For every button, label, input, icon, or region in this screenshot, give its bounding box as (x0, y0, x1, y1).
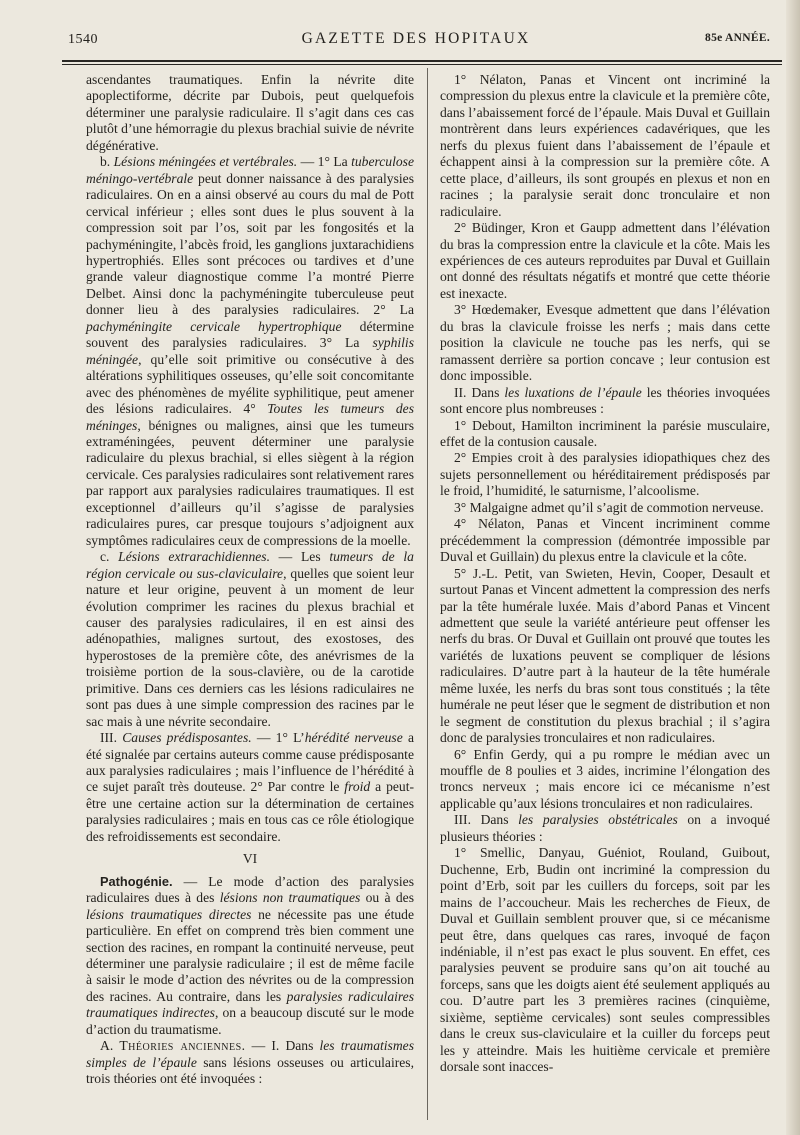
paragraph: 1° Debout, Hamilton incriminent la parésie musculaire, effet de la contusion causale. (440, 417, 770, 449)
italic-term: les paralysies obstétricales (518, 812, 678, 828)
paragraph (86, 874, 414, 1039)
italic-term: syphilis méningée (86, 335, 414, 367)
subheading-italic: Lésions méningées et vertébrales. (113, 154, 298, 170)
italic-term: Toutes les tumeurs des méninges (86, 401, 414, 433)
header-rule-thick (62, 60, 782, 62)
year-label: 85e ANNÉE. (705, 32, 770, 44)
italic-term: les traumatismes simples de l’épaule (86, 1038, 414, 1070)
text-run: les théories invoquées sont encore plus nombreuses : (440, 384, 770, 417)
text-run: — 1° L’ (251, 730, 305, 746)
paragraph (86, 549, 414, 730)
paragraph: 6° Enfin Gerdy, qui a pu rompre le médian avec un mouffle de 8 poulies et 3 aides, incrimine l’élongation des troncs nerveux ; mais encore ici ce mécanisme n’est applicable qu’aux lésions tronculaires et non radiculaires. (440, 746, 770, 811)
paragraph: 1° Smellic, Danyau, Guéniot, Rouland, Guibout, Duchenne, Erb, Budin ont incriminé la compression du point d’Erb, soit par les cuillers du forceps, soit par les mains de l’accoucheur. Mais les recherches de Fieux, de Duval et Guillain semblent prouver que, si ce mécanisme peut être, dans quelques cas rares, invoqué de façon indéniable, il n’est pas exact le plus souvent. En effet, ces paralysies peuvent se produire sans qu’on ait touché au forceps, sans que les doigts aient été seulement appliqués au cou. D’autre part les 3 premières racines (cinquième, sixième, septième cervicales) sont seules compressibles dans le creux sus-claviculaire et la cuiller du forceps peut les y atteindre. Mais les huitième cervicale et première dorsale sont inacces- (440, 845, 770, 1075)
italic-term: paralysies radiculaires traumatiques indirectes (86, 988, 414, 1021)
paragraph (440, 812, 770, 845)
subheading-italic: Lésions extrarachidiennes. (118, 549, 270, 565)
text-run: A. (100, 1038, 120, 1054)
paragraph: 2° Büdinger, Kron et Gaupp admettent dans l’élévation du bras la compression entre la clavicule et la côte. Mais les expériences de ces auteurs reproduites par Duval et Guillain ont donné des résultats négatifs et montré que cette théorie est inexacte. (440, 220, 770, 301)
paragraph: ascendantes traumatiques. Enfin la névrite dite apoplectiforme, décrite par Dubois, peut quelquefois déterminer une paralysie radiculaire. Il s’agit dans ces cas plutôt d’une hémorragie du plexus brachial suivie de névrite dégénérative. (86, 72, 414, 153)
running-head (62, 30, 770, 52)
text-run: , qu’elle soit primitive ou consécutive à des altérations syphilitiques osseuses, qu’elle soit concomitante avec des phénomènes de myélite syphilitique, peut amener des lésions radiculaires. 4° (86, 351, 414, 417)
text-run: III. (100, 730, 123, 746)
text-run: a peut-être une certaine action sur la détermination de certaines paralysies radiculaires ; mais en tous cas ce rôle étiologique des refroidissements est secondaire. (86, 779, 415, 844)
section-heading: Pathogénie. (100, 873, 173, 889)
header-rule-thin (62, 64, 782, 65)
paragraph: 2° Empies croit à des paralysies idiopathiques chez des sujets personnellement ou héréditairement prédisposés par le froid, l’humidité, le saturnisme, l’alcoolisme. (440, 450, 770, 499)
text-run: , bénignes ou malignes, ainsi que les tumeurs extraméningées, peuvent déterminer une paralysie radiculaire du plexus brachial, si elles siègent à la région cervicale. Ces paralysies radiculaires sont relativement rares par rapport aux paralysies radiculaires traumatiques. Il est exceptionnel d’ailleurs qu’il s’agisse de paralysies radiculaires pures, car presque toujours s’adjoignent aux symptômes radiculaires ceux de compressions de la moelle. (86, 417, 414, 548)
page-edge-shadow (786, 0, 800, 1135)
right-column (440, 72, 770, 1076)
text-run: — I. Dans (245, 1038, 320, 1054)
text-run: II. Dans (454, 384, 505, 400)
text-run: peut donner naissance à des paralysies radiculaires. On en a ainsi observé au cours du mal de Pott cervical inférieur ; elles sont dues le plus souvent à la compression soit par l’os, soit par les fongosités et la pachyméningite, l’abcès froid, les ganglions juxtarachidiens hypertrophiés. Elles sont précoces ou tardives et d’une grande valeur diagnostique comme l’a montré Pierre Delbet. Ainsi donc la pachyméningite tuberculeuse peut donner lieu à des paralysies radiculaires. 2° La (86, 170, 414, 318)
paragraph (86, 730, 414, 845)
text-run: — 1° La (297, 154, 352, 170)
italic-term: froid (344, 779, 371, 795)
italic-term: les luxations de l’épaule (504, 384, 642, 400)
page-number: 1540 (68, 32, 98, 47)
paragraph: 3° Malgaigne admet qu’il s’agit de commotion nerveuse. (454, 499, 764, 515)
column-divider (427, 68, 428, 1120)
italic-term: lésions traumatiques directes (86, 906, 252, 922)
paragraph: 3° Hœdemaker, Evesque admettent que dans l’élévation du bras la clavicule froisse les nerfs ; mais dans cette position la clavicule ne touche pas les nerfs, qui se ramassent derrière sa portion concave ; leur contusion est donc impossible. (440, 302, 770, 384)
smallcaps-heading: Théories anciennes. (119, 1038, 246, 1054)
subheading-italic: Causes prédisposantes. (122, 730, 252, 746)
text-run: ou à des (360, 890, 414, 906)
text-run: b. (100, 154, 114, 170)
text-run: a été signalée par certains auteurs comme cause prédisposante aux paralysies radiculaires ; mais l’influence de l’hérédité à ce sujet paraît très douteuse. 2° Par contre le (86, 730, 415, 795)
paragraph: 1° Nélaton, Panas et Vincent ont incriminé la compression du plexus entre la clavicule et la première côte, dans l’abaissement forcé de l’épaule. Mais Duval et Guillain montrèrent dans leurs expériences cadavériques, que les nerfs du plexus fuient dans l’abaissement de l’épaule et échappent ainsi à la compression sur la première côte. A cette place, d’ailleurs, ils sont groupés en plexus et non en racines ; la paralysie serait donc tronculaire et non radiculaire. (440, 72, 770, 219)
paragraph: 4° Nélaton, Panas et Vincent incriminent comme précédemment la compression (démontrée impossible par Duval et Guillain) du plexus entre la clavicule et la côte. (440, 516, 770, 565)
text-run: c. (100, 549, 119, 565)
text-run: on a invoqué plusieurs théories : (440, 812, 771, 844)
text-run: , quelles que soient leur nature et leur origine, peuvent à un moment de leur évolution comprimer les racines du plexus brachial et causer des paralysies radiculaires, il en est ainsi des adénopathies, malignes surtout, des exostoses, des hyperostoses de la première côte, des anévrismes de la troisième portion de la sous-clavière, ou de la carotide primitive. Dans ces derniers cas les lésions radiculaires ne sont pas dues à une simple compression des racines par le sac mais à une névrite secondaire. (86, 565, 414, 729)
italic-term: tuberculose méningo-vertébrale (86, 154, 414, 186)
text-run: , on a beaucoup discuté sur le mode d’action du traumatisme. (86, 1005, 415, 1037)
text-run: III. Dans (454, 812, 519, 828)
text-run: — Le mode d’action des paralysies radiculaires dues à des (86, 873, 414, 906)
paragraph (440, 385, 770, 418)
paragraph (86, 1038, 414, 1087)
italic-term: pachyméningite cervicale hypertrophique (86, 318, 342, 334)
text-run: — Les (269, 549, 330, 565)
section-number: VI (242, 851, 258, 867)
journal-title: GAZETTE DES HOPITAUX (301, 30, 531, 47)
left-column (86, 72, 414, 1088)
text-run: ne nécessite pas une étude particulière. En effet on comprend très bien comment une section des racines, en rompant la continuité nerveuse, peut déterminer une paralysie radiculaire ; il est de même facile à saisir le mode d’action des névrites ou de la compression des racines. Au contraire, dans les (86, 906, 414, 1004)
italic-term: lésions non traumatiques (219, 890, 361, 906)
paragraph: 5° J.-L. Petit, van Swieten, Hevin, Cooper, Desault et surtout Panas et Vincent admettent la compression des nerfs par la tête humérale luxée. Mais d’abord Panas et Vincent admettent que seule la variété antérieure peut offenser les nerfs du bras. Or Duval et Guillain ont prouvé que toutes les variétés de luxations peuvent se compliquer de lésions radiculaires. D’autre part à la hauteur de la tête humérale même luxée, les nerfs du bras sont tous constitués ; la tête humérale ne peut léser que le segment de distribution et non le segment de constitution du plexus brachial ; il s’agira donc de paralysies tronculaires et non radiculaires. (440, 565, 770, 746)
italic-term: tumeurs de la région cervicale ou sus-claviculaire (86, 549, 414, 581)
italic-term: hérédité nerveuse (304, 730, 403, 746)
text-run: détermine souvent des paralysies radiculaires. 3° La (86, 318, 415, 351)
paragraph (86, 154, 414, 549)
text-run: sans lésions osseuses ou articulaires, trois théories ont été invoquées : (86, 1054, 414, 1087)
